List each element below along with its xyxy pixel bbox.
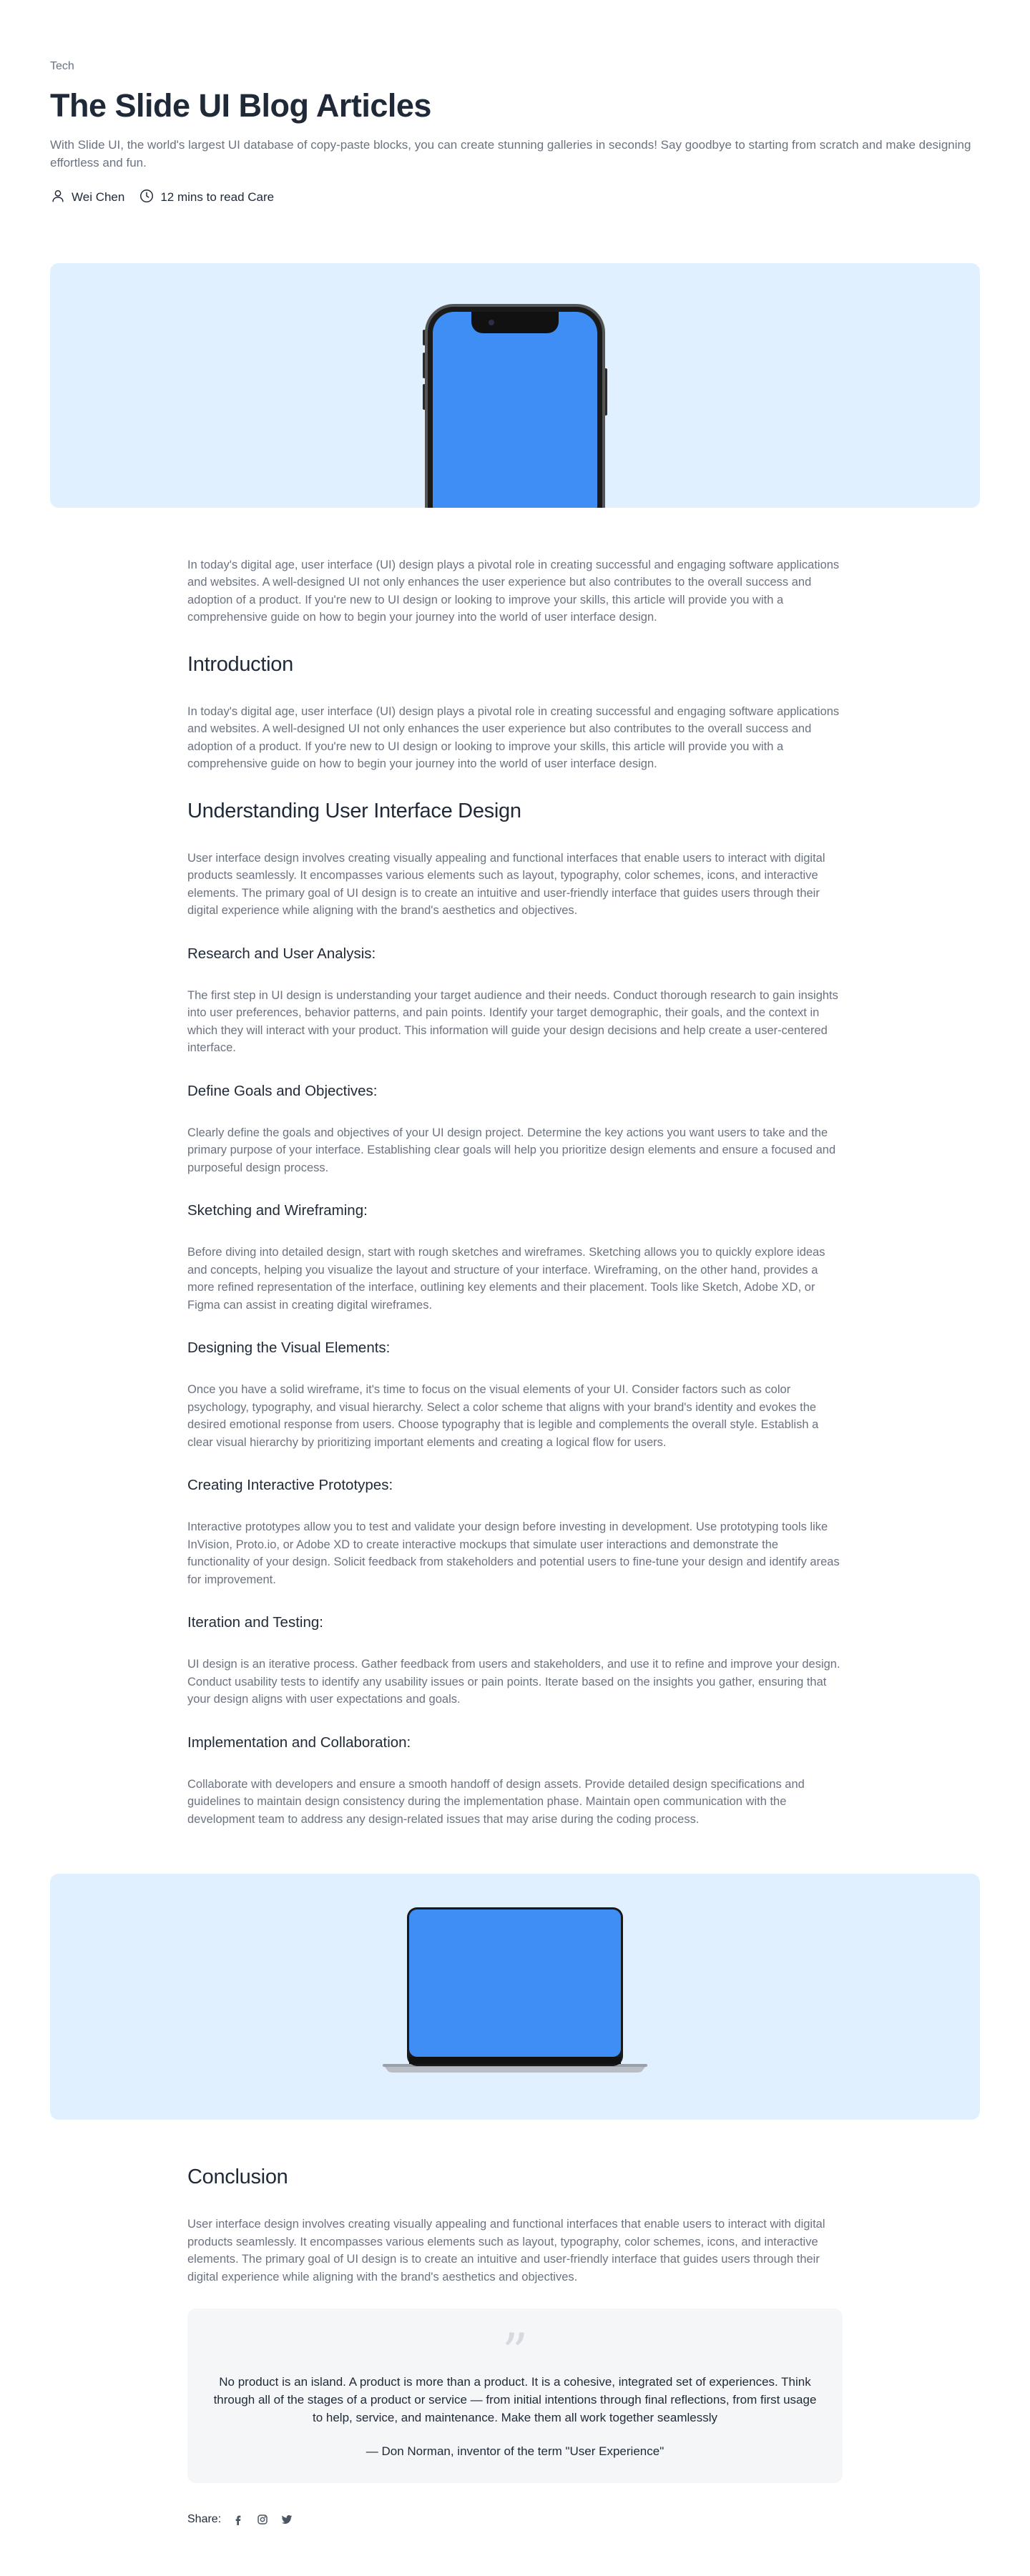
quote-author: — Don Norman, inventor of the term "User Experience" [366, 2444, 664, 2459]
hero-image [50, 263, 980, 508]
section-heading: Creating Interactive Prototypes: [187, 1477, 393, 1494]
understanding-paragraph: User interface design involves creating visually appealing and functional interfaces that enable users to interact with digital products seamlessly. It encompasses various elements such as layout, typography, color schemes, icons, and interactive elements. The primary goal of UI design is to create an intuitive and user-friendly interface that guides users through their digital experience while aligning with the brand's aesthetics and objectives. [187, 851, 825, 918]
share-label: Share: [187, 2513, 222, 2526]
laptop-illustration [383, 1907, 647, 2073]
article-body [187, 556, 843, 1829]
read-time: 12 mins to read Care [160, 190, 275, 205]
section-heading: Sketching and Wireframing: [187, 1202, 368, 1219]
page-container [50, 0, 980, 508]
section-heading: Implementation and Collaboration: [187, 1734, 411, 1751]
author-meta [50, 188, 124, 207]
section-paragraph: Once you have a solid wireframe, it's time to focus on the visual elements of your UI. Consider factors such as color psychology, typography, and visual hierarchy. Select a color scheme that aligns with your brand's identity and evokes the desired emotional response from users. Choose typography that is legible and complements the overall style. Establish a clear visual hierarchy by prioritizing important elements and creating a logical flow for users. [187, 1383, 819, 1449]
share-icons [232, 2514, 293, 2525]
page-title: The Slide UI Blog Articles [50, 87, 431, 124]
twitter-icon[interactable] [281, 2514, 293, 2525]
intro-paragraph: In today's digital age, user interface (UI) design plays a pivotal role in creating successful and engaging software applications and websites. A well-designed UI not only enhances the user experience but also contributes to the overall success and adoption of a product. If you're new to UI design or looking to improve your skills, this article will provide you with a comprehensive guide on how to begin your journey into the world of user interface design. [187, 558, 840, 624]
quote-text: No product is an island. A product is more than a product. It is a cohesive, integrated set of experiences. Think through all of the stages of a product or service — from initial intentions through final reflections, from first usage to help, service, and maintenance. Make them all work together seamlessly [213, 2375, 817, 2425]
section-heading: Iteration and Testing: [187, 1614, 323, 1631]
section-paragraph: Before diving into detailed design, start with rough sketches and wireframes. Sketching allows you to quickly explore ideas and concepts, helping you visualize the layout and structure of your interface. Wireframing, on the other hand, provides a more refined representation of the interface, outlining key elements and their placement. Tools like Sketch, Adobe XD, or Figma can assist in creating digital wireframes. [187, 1246, 825, 1312]
section-paragraph: Interactive prototypes allow you to test and validate your design before investing in development. Use prototyping tools like InVision, Proto.io, or Adobe XD to create interactive mockups that simulate user interactions and demonstrate the functionality of your design. Solicit feedback from stakeholders and potential users to fine-tune your design and identify areas for improvement. [187, 1520, 840, 1586]
user-icon [50, 188, 66, 207]
facebook-icon[interactable] [232, 2514, 244, 2525]
instagram-icon[interactable] [257, 2514, 268, 2525]
section-paragraph: UI design is an iterative process. Gather feedback from users and stakeholders, and use it to refine and improve your design. Conduct usability tests to identify any usability issues or pain points. Iterate based on the insights you gather, ensuring that your design aligns with user expectations and goals. [187, 1658, 840, 1706]
share-bar [187, 2513, 843, 2576]
phone-illustration [421, 304, 609, 508]
read-time-meta [139, 188, 274, 207]
introduction-paragraph: In today's digital age, user interface (UI) design plays a pivotal role in creating successful and engaging software applications and websites. A well-designed UI not only enhances the user experience but also contributes to the overall success and adoption of a product. If you're new to UI design or looking to improve your skills, this article will provide you with a comprehensive guide on how to begin your journey into the world of user interface design. [187, 704, 840, 771]
conclusion-paragraph: User interface design involves creating visually appealing and functional interfaces that enable users to interact with digital products seamlessly. It encompasses various elements such as layout, typography, color schemes, icons, and interactive elements. The primary goal of UI design is to create an intuitive and user-friendly interface that guides users through their digital experience while aligning with the brand's aesthetics and objectives. [187, 2218, 825, 2284]
clock-icon [139, 188, 154, 207]
understanding-heading: Understanding User Interface Design [187, 799, 521, 822]
category-label[interactable]: Tech [50, 60, 74, 72]
quote-icon: ” [501, 2322, 529, 2383]
section-paragraph: Clearly define the goals and objectives of your UI design project. Determine the key actions you want users to take and the primary purpose of your interface. Establishing clear goals will help you prioritize design elements and ensure a focused and purposeful design process. [187, 1126, 836, 1174]
conclusion-heading: Conclusion [187, 2165, 288, 2189]
article-header [50, 0, 980, 207]
conclusion-section [187, 2165, 843, 2576]
introduction-heading: Introduction [187, 652, 293, 676]
section-heading: Research and User Analysis: [187, 945, 376, 962]
section-paragraph: The first step in UI design is understanding your target audience and their needs. Conduct thorough research to gain insights into user preferences, behavior patterns, and pain points. Identify your target demographic, their goals, and the context in which they will interact with your product. This information will guide your design decisions and help create a user-centered interface. [187, 988, 838, 1055]
page-subtitle: With Slide UI, the world's largest UI database of copy-paste blocks, you can create stunning galleries in seconds! Say goodbye to starting from scratch and make designing effortless and fun. [50, 137, 971, 170]
section-paragraph: Collaborate with developers and ensure a smooth handoff of design assets. Provide detailed design specifications and guidelines to maintain design consistency during the implementation phase. Maintain open communication with the development team to address any design-related issues that may arise during the coding process. [187, 1777, 805, 1826]
mockup-container [50, 1874, 980, 2120]
section-heading: Define Goals and Objectives: [187, 1082, 378, 1099]
article-meta [50, 188, 980, 207]
section-heading: Designing the Visual Elements: [187, 1339, 391, 1357]
quote-block [187, 2309, 843, 2483]
laptop-image [50, 1874, 980, 2120]
author-name[interactable]: Wei Chen [72, 190, 125, 205]
